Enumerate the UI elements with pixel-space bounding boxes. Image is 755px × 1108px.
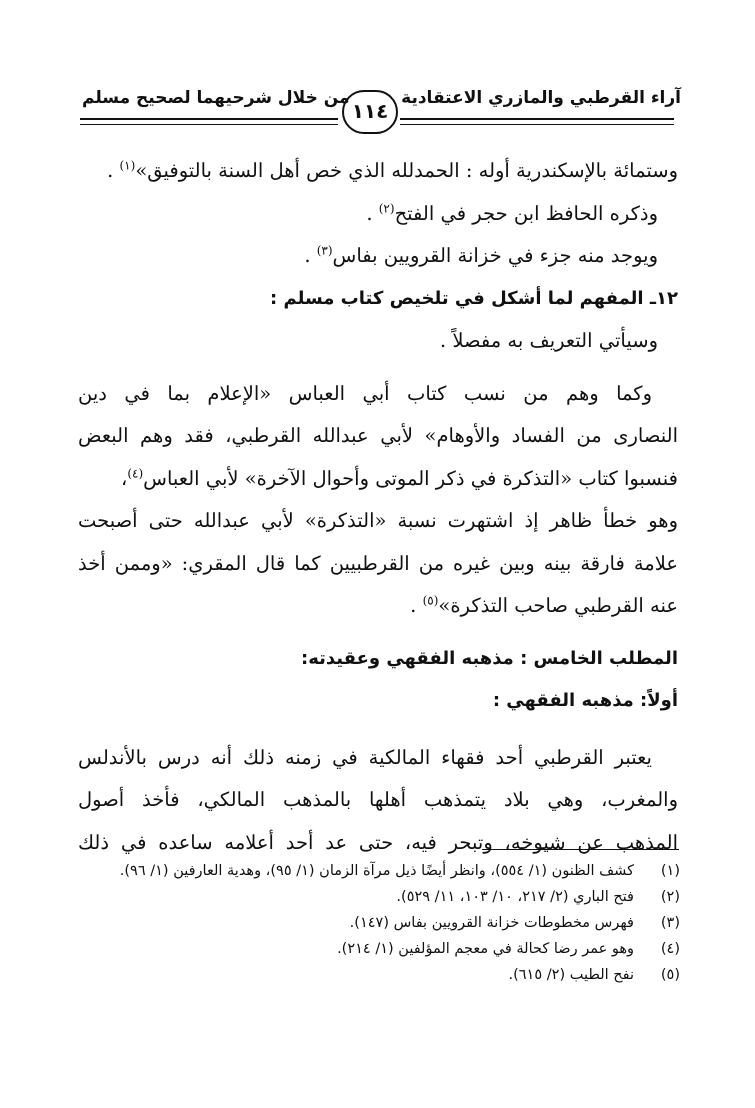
sub-heading: أولاً: مذهبه الفقهي :	[492, 690, 678, 711]
line-text: عنه القرطبي صاحب التذكرة»	[438, 594, 678, 617]
footnote	[78, 910, 680, 936]
text-line: النصارى من الفساد والأوهام» لأبي عبدالله القرطبي، فقد وهم البعض	[78, 424, 678, 447]
line-text: ويوجد منه جزء في خزانة القرويين بفاس	[332, 244, 658, 267]
text-line: وهو خطأ ظاهر إذ اشتهرت نسبة «التذكرة» لأبي عبدالله حتى أصبحت	[78, 509, 678, 532]
header-rule-left-thin	[80, 124, 338, 125]
footnote-ref[interactable]: (٣)	[316, 243, 333, 258]
section-heading: المطلب الخامس : مذهبه الفقهي وعقيدته:	[301, 647, 678, 669]
line-text: فنسبوا كتاب «التذكرة في ذكر الموتى وأحوال الآخرة» لأبي العباس	[143, 466, 678, 490]
footnote-text: فهرس مخطوطات خزانة القرويين بفاس (١٤٧).	[349, 915, 634, 931]
footnote-number: (٢)	[660, 889, 680, 905]
text-line: وكما وهم من نسب كتاب أبي العباس «الإعلام بما في دين	[78, 381, 652, 405]
paragraph-gap	[78, 363, 678, 373]
paragraph-gap	[78, 723, 678, 737]
footnote-text: وهو عمر رضا كحالة في معجم المؤلفين (١/ ٢١٤).	[337, 941, 634, 957]
footnote-ref[interactable]: (٢)	[378, 201, 395, 215]
line-end: .	[107, 159, 120, 182]
footnote-ref[interactable]: (٥)	[422, 593, 439, 608]
footnote-number: (٥)	[660, 967, 680, 983]
footnote	[78, 858, 680, 884]
running-title-left: من خلال شرحيهما لصحيح مسلم	[82, 88, 350, 108]
line-end: ،	[121, 466, 128, 490]
item-heading-12: ١٢ـ المفهم لما أشكل في تلخيص كتاب مسلم :	[270, 287, 678, 309]
text-line	[78, 193, 678, 236]
header-rule-right-thin	[400, 124, 674, 125]
text-line	[78, 150, 678, 193]
text-line: وسيأتي التعريف به مفصلاً .	[439, 329, 658, 352]
text-line	[78, 585, 678, 628]
main-text	[78, 150, 678, 864]
footnote-text: فتح الباري (٢/ ٢١٧، ١٠/ ١٠٣، ١١/ ٥٢٩).	[396, 889, 634, 905]
header-rule-right-thick	[400, 118, 674, 120]
text-line: علامة فارقة بينه وبين غيره من القرطبيين كما قال المقري: «وممن أخذ	[78, 551, 678, 575]
footnote-number: (٣)	[660, 915, 680, 931]
text-line: يعتبر القرطبي أحد فقهاء المالكية في زمنه ذلك أنه درس بالأندلس	[78, 745, 652, 769]
line-end: .	[366, 201, 379, 225]
line-text: وستمائة بالإسكندرية أوله : الحمدلله الذي خص أهل السنة بالتوفيق»	[135, 159, 678, 182]
footnote	[78, 884, 680, 910]
footnotes	[78, 858, 680, 988]
line-text: وذكره الحافظ ابن حجر في الفتح	[394, 201, 658, 225]
footnote-ref[interactable]: (٤)	[127, 466, 144, 480]
page-number: ١١٤	[342, 90, 398, 134]
footnote	[78, 962, 680, 988]
paragraph-gap	[78, 628, 678, 638]
text-line	[78, 458, 678, 501]
text-line: المذهب عن شيوخه، وتبحر فيه، حتى عد أحد أعلامه ساعده في ذلك	[78, 830, 678, 854]
line-end: .	[410, 594, 423, 617]
running-title-right: آراء القرطبي والمازري الاعتقادية	[401, 88, 681, 108]
footnote-text: نفح الطيب (٢/ ٦١٥).	[508, 967, 634, 983]
text-line	[78, 235, 678, 278]
footnote-text: كشف الظنون (١/ ٥٥٤)، وانظر أيضًا ذيل مرآة الزمان (١/ ٩٥)، وهدية العارفين (١/ ٩٦).	[119, 863, 634, 879]
line-end: .	[304, 244, 317, 267]
footnote-ref[interactable]: (١)	[119, 158, 136, 173]
footnote-number: (٤)	[660, 941, 680, 957]
footnote-number: (١)	[660, 863, 680, 879]
text-line: والمغرب، وهي بلاد يتمذهب أهلها بالمذهب المالكي، فأخذ أصول	[78, 788, 678, 811]
footnote-separator	[482, 849, 679, 850]
header-rule-left-thick	[80, 118, 338, 120]
footnote	[78, 936, 680, 962]
